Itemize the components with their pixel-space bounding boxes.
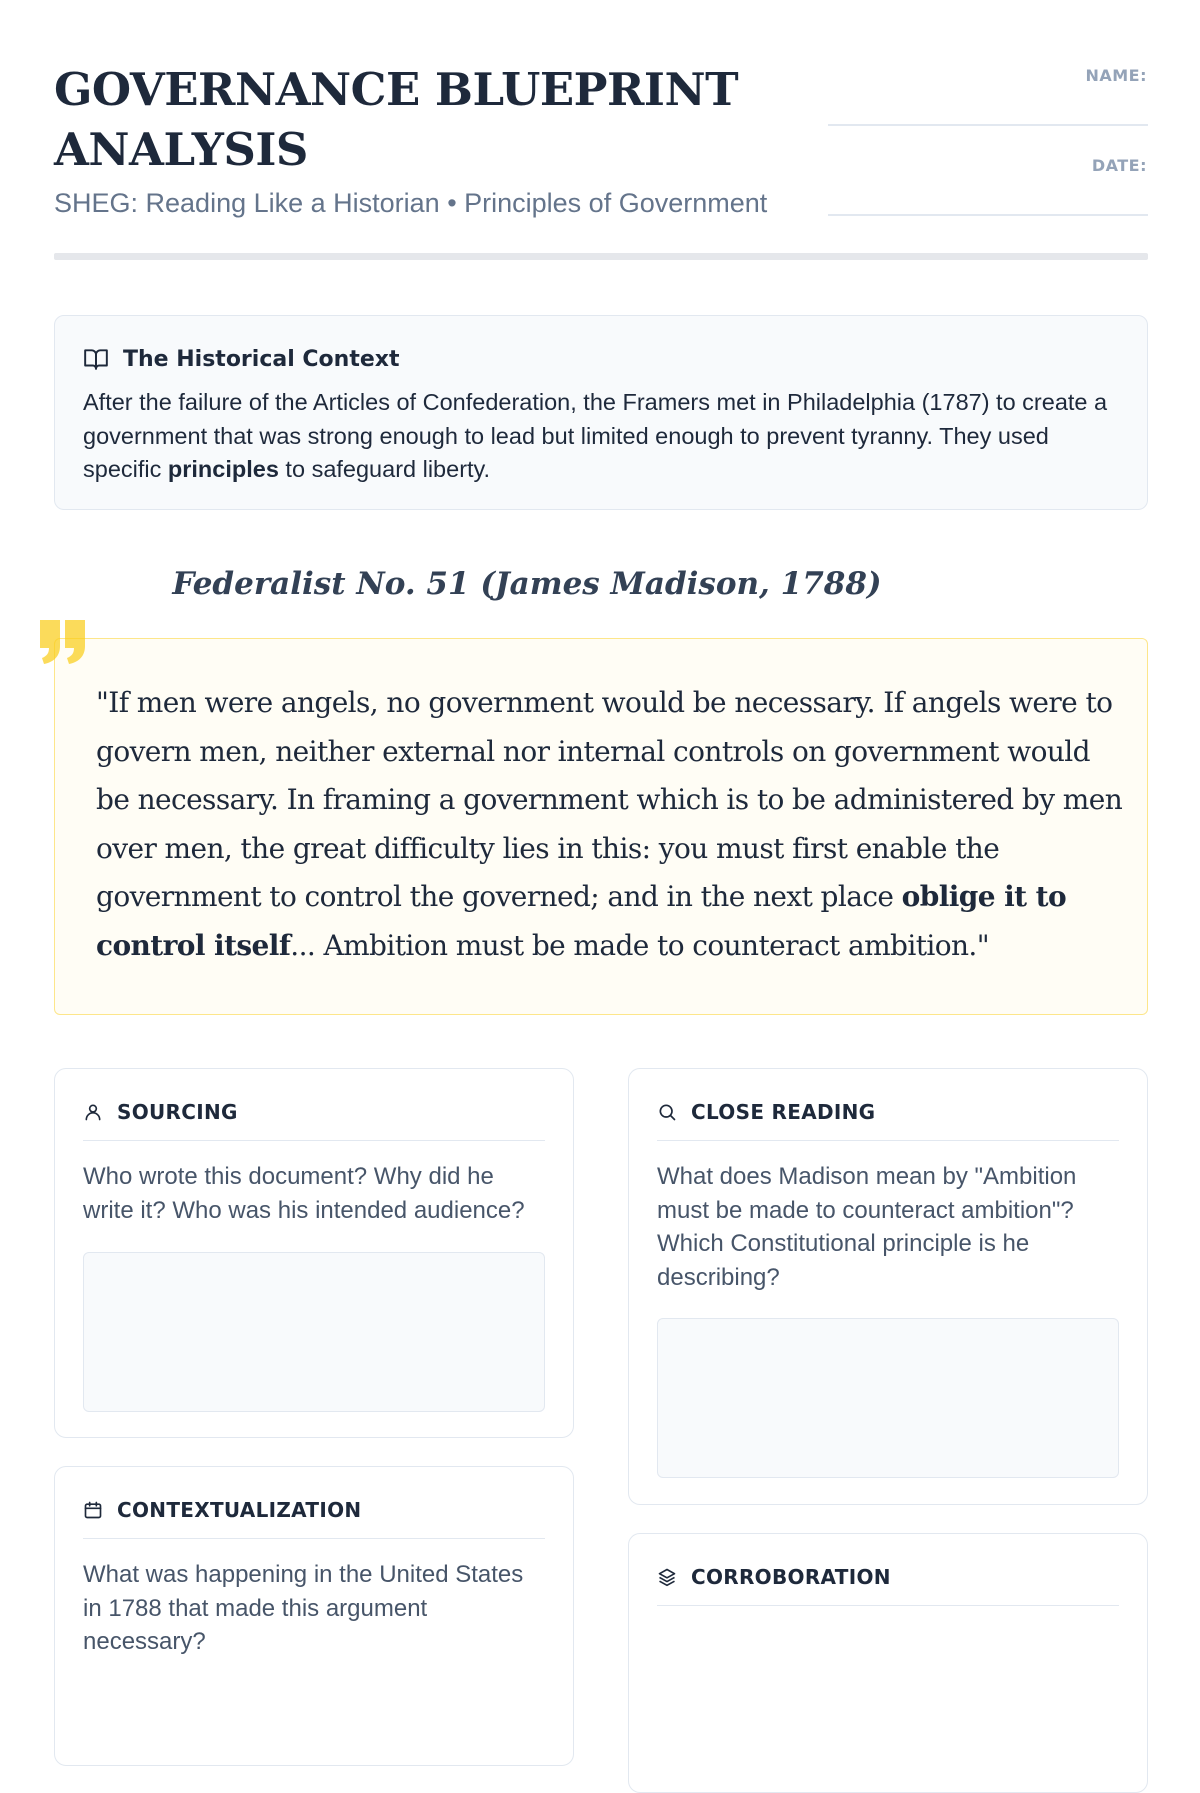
close-reading-answer-field[interactable] bbox=[657, 1318, 1119, 1478]
sourcing-card-header bbox=[83, 1097, 545, 1141]
quote-box bbox=[54, 638, 1148, 1015]
corroboration-title: CORROBORATION bbox=[691, 1564, 891, 1589]
sourcing-question: Who wrote this document? Why did he write it? Who was his intended audience? bbox=[83, 1163, 525, 1224]
date-label: DATE: bbox=[1091, 156, 1147, 175]
context-text-end: to safeguard liberty. bbox=[278, 456, 491, 482]
quote-text bbox=[96, 679, 1126, 970]
open-book-icon bbox=[83, 346, 109, 372]
context-text-start: After the failure of the Articles of Confederation, the Framers met in Philadelphia (1787) to create a government that was strong enough to lead but limited enough to prevent tyranny. They used specific bbox=[83, 389, 1108, 482]
sourcing-title: SOURCING bbox=[117, 1099, 238, 1124]
close-reading-question: What does Madison mean by "Ambition must be made to counteract ambition"? Which Constitutional principle is he describing? bbox=[657, 1163, 1077, 1291]
calendar-icon bbox=[83, 1500, 103, 1520]
quote-source-title: Federalist No. 51 (James Madison, 1788) bbox=[172, 566, 882, 602]
context-header bbox=[83, 346, 399, 372]
close-reading-card bbox=[628, 1068, 1148, 1505]
layers-icon bbox=[657, 1567, 677, 1587]
close-reading-title: CLOSE READING bbox=[691, 1099, 876, 1124]
corroboration-card-header bbox=[657, 1562, 1119, 1606]
context-title: The Historical Context bbox=[123, 346, 400, 372]
name-field[interactable] bbox=[828, 124, 1148, 126]
sourcing-answer-field[interactable] bbox=[83, 1252, 545, 1412]
header-divider bbox=[54, 253, 1148, 260]
contextualization-title: CONTEXTUALIZATION bbox=[117, 1497, 362, 1522]
corroboration-card bbox=[628, 1533, 1148, 1793]
quote-text-emphasis: oblige it to control itself bbox=[96, 880, 1067, 962]
page-title: GOVERNANCE BLUEPRINT ANALYSIS bbox=[54, 63, 739, 176]
contextualization-question: What was happening in the United States in 1788 that made this argument necessary? bbox=[83, 1561, 524, 1655]
quote-text-start: "If men were angels, no government would be necessary. If angels were to govern men, neither external nor internal controls on government would be necessary. In framing a government which is to be administered by men over men, the great difficulty lies in this: you must first enable the government to control the governed; and in the next place bbox=[96, 686, 1123, 913]
date-field[interactable] bbox=[828, 214, 1148, 216]
search-icon bbox=[657, 1102, 677, 1122]
historical-context-box bbox=[54, 315, 1148, 510]
user-icon bbox=[83, 1102, 103, 1122]
contextualization-card-header bbox=[83, 1495, 545, 1539]
contextualization-card bbox=[54, 1466, 574, 1766]
context-text-emphasis: principles bbox=[167, 456, 279, 482]
quote-text-end: ... Ambition must be made to counteract ambition." bbox=[290, 928, 990, 962]
close-reading-card-header bbox=[657, 1097, 1119, 1141]
context-text bbox=[83, 386, 1123, 487]
sourcing-card bbox=[54, 1068, 574, 1438]
name-label: NAME: bbox=[1085, 66, 1147, 85]
page-subtitle: SHEG: Reading Like a Historian • Principles of Government bbox=[54, 188, 768, 218]
quote-mark-icon bbox=[38, 618, 88, 666]
